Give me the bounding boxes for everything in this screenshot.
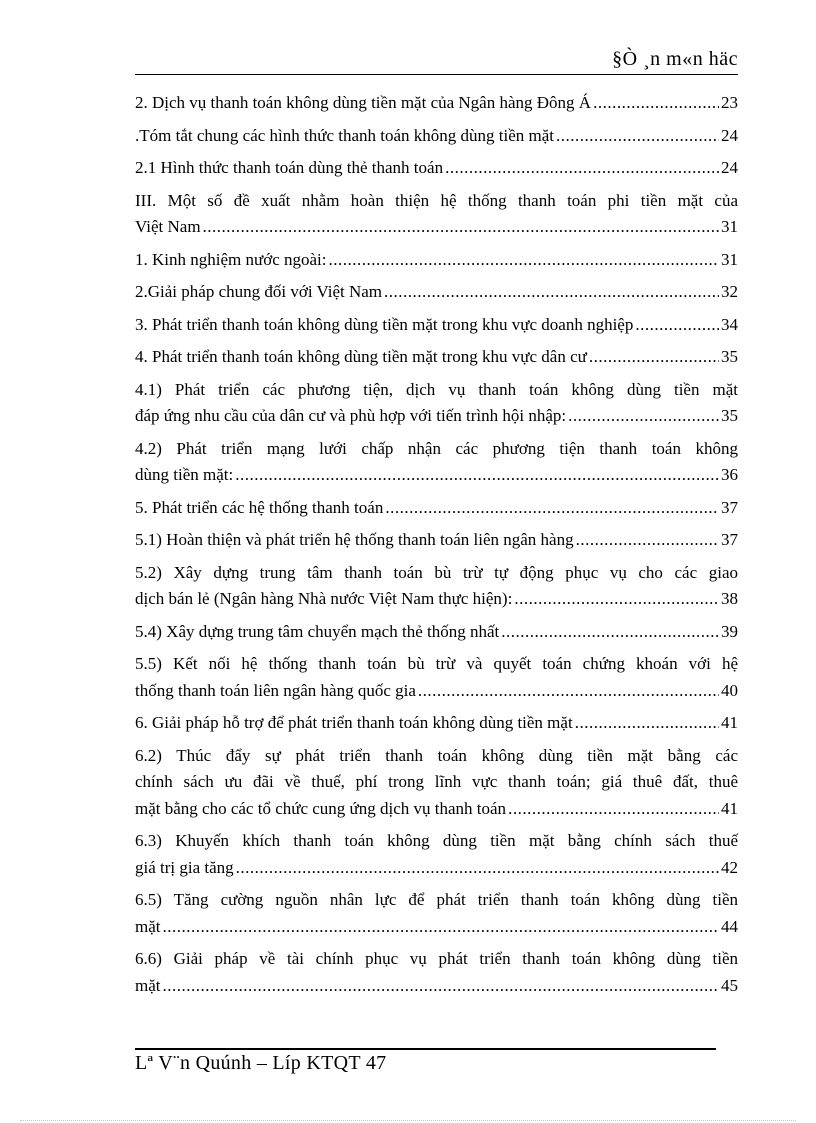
toc-entry-last-line — [135, 973, 738, 1000]
toc-entry-title: 4. Phát triển thanh toán không dùng tiền mặt trong khu vực dân cư — [135, 347, 587, 366]
toc-entry — [135, 651, 738, 704]
toc-page-number: 35 — [721, 347, 738, 366]
toc-entry-title: 5. Phát triển các hệ thống thanh toán — [135, 497, 384, 517]
toc-entry-last-line — [135, 462, 738, 489]
toc-entry-last-line — [135, 279, 738, 306]
toc-entry-title: 1. Kinh nghiệm nước ngoài: — [135, 249, 327, 269]
toc-entry-title: mặt — [135, 975, 161, 995]
toc-entry-last-line — [135, 403, 738, 430]
toc-entry — [135, 123, 738, 150]
table-of-contents — [135, 90, 738, 1005]
toc-entry-last-line — [135, 914, 738, 941]
toc-entry — [135, 619, 738, 646]
toc-dot-leader — [576, 527, 719, 554]
toc-dot-leader — [163, 914, 720, 941]
toc-entry — [135, 377, 738, 430]
toc-entry-text: 4.1) Phát triển các phương tiện, dịch vụ thanh toán không dùng tiền mặt — [135, 379, 738, 399]
toc-entry — [135, 279, 738, 306]
toc-entry-title: thống thanh toán liên ngân hàng quốc gia — [135, 680, 416, 700]
toc-page-number: 36 — [721, 465, 738, 484]
toc-page-number: 31 — [721, 217, 738, 236]
toc-dot-leader — [556, 123, 719, 150]
toc-entry-last-line — [135, 312, 738, 339]
toc-entry — [135, 527, 738, 554]
toc-page-number: 42 — [721, 857, 738, 877]
toc-entry — [135, 743, 738, 823]
toc-entry — [135, 887, 738, 940]
toc-entry-line — [135, 887, 738, 914]
toc-entry-text: chính sách ưu đãi về thuế, phí trong lĩnh vực thanh toán; giá thuê đất, thuê — [135, 772, 738, 791]
toc-entry — [135, 710, 738, 737]
toc-entry-title: dùng tiền mặt: — [135, 465, 234, 484]
toc-page-number: 31 — [721, 249, 738, 269]
toc-entry-line — [135, 436, 738, 463]
toc-page-number: 37 — [721, 497, 738, 517]
toc-page-number: 32 — [721, 282, 738, 301]
toc-entry-title: mặt bằng cho các tổ chức cung ứng dịch vụ thanh toán — [135, 798, 507, 818]
footer-divider — [135, 1048, 716, 1050]
toc-page-number: 45 — [721, 975, 738, 995]
toc-entry-last-line — [135, 619, 738, 646]
toc-dot-leader — [328, 247, 719, 274]
toc-entry-title: 5.4) Xây dựng trung tâm chuyển mạch thẻ thống nhất — [135, 621, 500, 641]
toc-entry-title: dịch bán lẻ (Ngân hàng Nhà nước Việt Nam thực hiện): — [135, 589, 513, 608]
toc-page-number: 24 — [721, 125, 738, 145]
toc-page-number: 38 — [721, 589, 738, 608]
toc-entry — [135, 188, 738, 241]
toc-entry-title: mặt — [135, 916, 161, 936]
toc-entry-last-line — [135, 855, 738, 882]
toc-entry-title: 2.Giải pháp chung đối với Việt Nam — [135, 282, 383, 301]
toc-entry-line — [135, 560, 738, 587]
toc-dot-leader — [635, 312, 719, 339]
toc-dot-leader — [575, 710, 719, 737]
toc-entry-last-line — [135, 796, 738, 823]
toc-entry-last-line — [135, 155, 738, 182]
header-title: §Ò ¸n m«n häc — [612, 48, 738, 70]
toc-dot-leader — [384, 279, 719, 306]
toc-entry-last-line — [135, 123, 738, 150]
toc-page-number: 40 — [721, 680, 738, 700]
toc-entry-line — [135, 651, 738, 678]
toc-entry-line — [135, 828, 738, 855]
toc-entry-title: 2. Dịch vụ thanh toán không dùng tiền mặt của Ngân hàng Đông Á — [135, 93, 592, 112]
header-divider — [135, 74, 738, 75]
toc-dot-leader — [501, 619, 719, 646]
toc-entry-title: .Tóm tắt chung các hình thức thanh toán không dùng tiền mặt — [135, 125, 555, 145]
toc-entry — [135, 312, 738, 339]
toc-entry-title: 5.1) Hoàn thiện và phát triển hệ thống thanh toán liên ngân hàng — [135, 530, 574, 549]
toc-page-number: 35 — [721, 406, 738, 425]
toc-entry-title: 3. Phát triển thanh toán không dùng tiền mặt trong khu vực doanh nghiệp — [135, 314, 634, 334]
toc-entry-text: 6.6) Giải pháp về tài chính phục vụ phát triển thanh toán không dùng tiền — [135, 949, 738, 968]
toc-entry-line — [135, 377, 738, 404]
toc-entry-last-line — [135, 344, 738, 371]
toc-entry-title: đáp ứng nhu cầu của dân cư và phù hợp với tiến trình hội nhập: — [135, 406, 567, 425]
toc-entry — [135, 495, 738, 522]
toc-entry-line — [135, 769, 738, 796]
toc-dot-leader — [568, 403, 719, 430]
toc-entry-line — [135, 743, 738, 770]
toc-entry-last-line — [135, 90, 738, 117]
toc-entry-title: Việt Nam — [135, 217, 201, 236]
toc-dot-leader — [203, 214, 719, 241]
footer-author: Lª V¨n Quúnh – Líp KTQT 47 — [135, 1052, 387, 1074]
toc-entry-title: 6. Giải pháp hỗ trợ để phát triển thanh toán không dùng tiền mặt — [135, 713, 573, 732]
toc-entry-line — [135, 946, 738, 973]
toc-page-number: 39 — [721, 621, 738, 641]
toc-entry-text: III. Một số đề xuất nhằm hoàn thiện hệ thống thanh toán phi tiền mặt của — [135, 190, 738, 210]
toc-entry-last-line — [135, 214, 738, 241]
toc-dot-leader — [418, 678, 719, 705]
toc-entry-line — [135, 188, 738, 215]
toc-entry — [135, 560, 738, 613]
toc-entry — [135, 90, 738, 117]
toc-dot-leader — [589, 344, 719, 371]
toc-entry-text: 5.5) Kết nối hệ thống thanh toán bù trừ và quyết toán chứng khoán với hệ — [135, 654, 738, 673]
toc-entry — [135, 828, 738, 881]
toc-dot-leader — [235, 462, 719, 489]
toc-entry — [135, 155, 738, 182]
toc-page-number: 34 — [721, 314, 738, 334]
toc-page-number: 24 — [721, 158, 738, 177]
toc-page-number: 23 — [721, 93, 738, 112]
toc-entry — [135, 344, 738, 371]
toc-entry-last-line — [135, 527, 738, 554]
toc-dot-leader — [163, 973, 720, 1000]
toc-page-number: 41 — [721, 798, 738, 818]
toc-page-number: 41 — [721, 713, 738, 732]
toc-entry-text: 4.2) Phát triển mạng lưới chấp nhận các phương tiện thanh toán không — [135, 438, 738, 458]
toc-dot-leader — [514, 586, 719, 613]
toc-dot-leader — [445, 155, 719, 182]
toc-entry-last-line — [135, 710, 738, 737]
toc-entry-text: 6.2) Thúc đẩy sự phát triển thanh toán không dùng tiền mặt bằng các — [135, 745, 738, 765]
toc-entry — [135, 247, 738, 274]
toc-entry-title: giá trị gia tăng — [135, 857, 234, 877]
toc-entry — [135, 946, 738, 999]
toc-entry-last-line — [135, 247, 738, 274]
toc-entry-text: 6.5) Tăng cường nguồn nhân lực để phát triển thanh toán không dùng tiền — [135, 890, 738, 909]
page-edge — [20, 1120, 796, 1121]
toc-entry-text: 6.3) Khuyến khích thanh toán không dùng tiền mặt bằng chính sách thuế — [135, 831, 738, 850]
toc-page-number: 44 — [721, 916, 738, 936]
toc-entry-last-line — [135, 678, 738, 705]
toc-entry-last-line — [135, 495, 738, 522]
toc-entry — [135, 436, 738, 489]
toc-page-number: 37 — [721, 530, 738, 549]
toc-dot-leader — [508, 796, 719, 823]
toc-dot-leader — [385, 495, 719, 522]
toc-entry-text: 5.2) Xây dựng trung tâm thanh toán bù trừ tự động phục vụ cho các giao — [135, 562, 738, 582]
toc-dot-leader — [593, 90, 719, 117]
toc-entry-title: 2.1 Hình thức thanh toán dùng thẻ thanh toán — [135, 158, 444, 177]
toc-entry-last-line — [135, 586, 738, 613]
toc-dot-leader — [236, 855, 719, 882]
